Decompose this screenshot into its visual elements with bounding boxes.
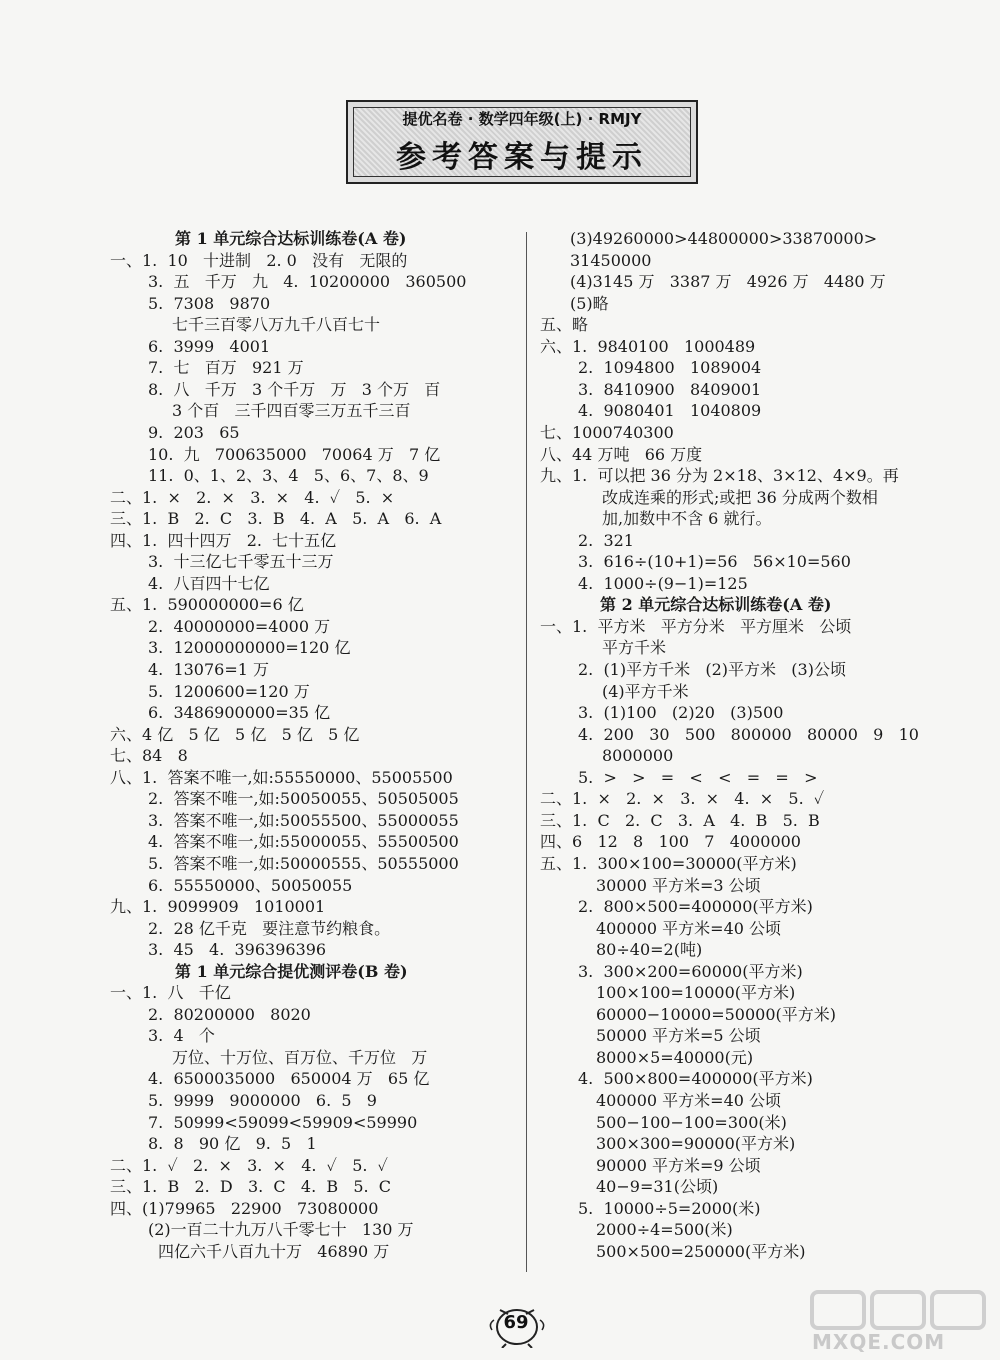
answer-line: 八、1. 答案不唯一,如:55550000、55005500	[110, 767, 453, 787]
answer-line: 万位、十万位、百万位、千万位 万	[172, 1047, 428, 1067]
answer-line: 3. (1)100 (2)20 (3)500	[578, 703, 784, 723]
answer-line: 2. 80200000 8020	[148, 1004, 311, 1024]
answer-line: 3. 十三亿七千零五十三万	[148, 552, 334, 572]
answer-line: 9. 203 65	[148, 422, 240, 442]
answer-line: (4)3145 万 3387 万 4926 万 4480 万	[570, 272, 886, 292]
answer-line: 改成连乘的形式;或把 36 分成两个数相	[602, 487, 878, 507]
answer-line: 2. 28 亿千克 要注意节约粮食。	[148, 918, 391, 938]
answer-line: 5. 1200600=120 万	[148, 681, 310, 701]
answer-line: 4. 1000÷(9−1)=125	[578, 573, 748, 593]
answer-line: 50000 平方米=5 公顷	[596, 1026, 761, 1046]
answer-line: 3. 12000000000=120 亿	[148, 638, 351, 658]
answer-line: 八、44 万吨 66 万度	[540, 444, 703, 464]
answer-line: 七千三百零八万九千八百七十	[172, 315, 381, 335]
answer-line: 2. 800×500=400000(平方米)	[578, 897, 813, 917]
answer-line: 九、1. 可以把 36 分为 2×18、3×12、4×9。再	[540, 466, 899, 486]
answer-line: 4. 13076=1 万	[148, 660, 270, 679]
answer-line: (4)平方千米	[602, 681, 689, 701]
answer-line: 30000 平方米=3 公顷	[596, 875, 761, 895]
answer-line: 80÷40=2(吨)	[596, 940, 703, 960]
answer-line: 加,加数中不含 6 就行。	[602, 509, 772, 529]
header-subtitle: 提优名卷 · 数学四年级(上) · RMJY	[402, 110, 642, 128]
answer-line: 500−100−100=300(米)	[596, 1112, 787, 1132]
answer-line: 7. 50999<59099<59909<59990	[148, 1112, 418, 1132]
watermark-text: MXQE.COM	[812, 1330, 946, 1354]
answer-line: 九、1. 9099909 1010001	[110, 897, 326, 917]
header-box	[346, 100, 698, 184]
answer-line: 4. 500×800=400000(平方米)	[578, 1069, 813, 1089]
column-divider	[526, 232, 527, 1272]
answer-line: 60000−10000=50000(平方米)	[596, 1004, 836, 1024]
answer-line: 400000 平方米=40 公顷	[596, 1091, 782, 1110]
answer-line: 4. 答案不唯一,如:55000055、55500500	[148, 832, 459, 852]
answer-line: 五、1. 300×100=30000(平方米)	[540, 853, 797, 873]
answer-line: 六、1. 9840100 1000489	[540, 336, 756, 356]
answer-line: 2. 40000000=4000 万	[148, 616, 331, 636]
answer-line: (2)一百二十九万八千零七十 130 万	[148, 1220, 414, 1240]
answer-line: 5. 9999 9000000 6. 5 9	[148, 1091, 377, 1110]
answer-line: 8. 8 90 亿 9. 5 1	[148, 1134, 317, 1154]
answer-line: 四亿六千八百九十万 46890 万	[158, 1241, 390, 1261]
answer-line: 5. > > = < < = = >	[578, 767, 818, 787]
answer-line: 二、1. ✓ 2. × 3. × 4. ✓ 5. ✓	[110, 1155, 388, 1175]
answer-line: 8. 八 千万 3 个千万 万 3 个万 百	[148, 379, 441, 399]
answer-line: 3. 45 4. 396396396	[148, 940, 327, 960]
answer-line: 8000×5=40000(元)	[596, 1047, 754, 1067]
section-heading: 第 1 单元综合达标训练卷(A 卷)	[175, 229, 407, 248]
answer-line: 二、1. × 2. × 3. × 4. × 5. ✓	[540, 789, 825, 809]
answer-line: 8000000	[602, 746, 674, 766]
answer-line: 3. 答案不唯一,如:50055500、55000055	[148, 810, 459, 830]
answer-line: 2. 321	[578, 530, 634, 550]
page-number: 69	[503, 1312, 529, 1333]
answer-line: 40−9=31(公顷)	[596, 1177, 719, 1197]
answer-line: 3. 五 千万 九 4. 10200000 360500	[148, 272, 467, 292]
answer-line: 5. 7308 9870	[148, 293, 271, 313]
answer-line: 3. 300×200=60000(平方米)	[578, 961, 803, 981]
answer-line: 7. 七 百万 921 万	[148, 358, 304, 378]
answer-line: 四、6 12 8 100 7 4000000	[540, 832, 801, 852]
answer-line: 2. (1)平方千米 (2)平方米 (3)公顷	[578, 660, 846, 679]
answer-line: 一、1. 八 千亿	[110, 983, 231, 1003]
answer-line: 2. 答案不唯一,如:50050055、50505005	[148, 789, 459, 809]
answer-line: (5)略	[570, 293, 609, 313]
answer-line: 三、1. B 2. C 3. B 4. A 5. A 6. A	[110, 509, 442, 529]
answer-line: 三、1. C 2. C 3. A 4. B 5. B	[540, 810, 820, 830]
answer-line: 七、84 8	[110, 746, 188, 766]
answer-line: 5. 10000÷5=2000(米)	[578, 1198, 761, 1218]
answer-line: 4. 八百四十七亿	[148, 573, 270, 593]
answer-line: 90000 平方米=9 公顷	[596, 1155, 761, 1175]
answer-line: 500×500=250000(平方米)	[596, 1241, 806, 1261]
answer-line: 四、1. 四十四万 2. 七十五亿	[110, 530, 337, 550]
answer-line: 4. 6500035000 650004 万 65 亿	[148, 1069, 430, 1089]
answer-line: 七、1000740300	[540, 422, 674, 442]
answer-line: 10. 九 700635000 70064 万 7 亿	[148, 444, 441, 464]
answer-line: 31450000	[570, 250, 652, 270]
answer-line: 3. 8410900 8409001	[578, 379, 762, 399]
answer-line: (3)49260000>44800000>33870000>	[570, 229, 878, 248]
answer-line: 3. 4 个	[148, 1026, 215, 1046]
answer-line: 三、1. B 2. D 3. C 4. B 5. C	[110, 1177, 392, 1197]
answer-line: 400000 平方米=40 公顷	[596, 918, 782, 938]
answer-line: 平方千米	[602, 638, 667, 658]
answer-line: 五、略	[540, 315, 589, 335]
answer-line: 一、1. 10 十进制 2. 0 没有 无限的	[110, 250, 408, 270]
answer-line: 六、4 亿 5 亿 5 亿 5 亿 5 亿	[110, 724, 360, 744]
answer-line: 100×100=10000(平方米)	[596, 983, 796, 1003]
answer-line: 11. 0、1、2、3、4 5、6、7、8、9	[148, 466, 429, 486]
answer-line: 5. 答案不唯一,如:50000555、50555000	[148, 853, 459, 873]
answer-line: 3. 616÷(10+1)=56 56×10=560	[578, 552, 851, 572]
answer-line: 2. 1094800 1089004	[578, 358, 762, 378]
answer-line: 2000÷4=500(米)	[596, 1220, 733, 1240]
answer-line: 四、(1)79965 22900 73080000	[110, 1198, 379, 1218]
answer-line: 五、1. 590000000=6 亿	[110, 595, 304, 615]
answer-line: 4. 9080401 1040809	[578, 401, 762, 421]
header-title: 参考答案与提示	[396, 140, 648, 175]
answer-line: 6. 55550000、50050055	[148, 875, 353, 895]
answer-line: 6. 3486900000=35 亿	[148, 703, 331, 723]
answer-line: 3 个百 三千四百零三万五千三百	[172, 401, 411, 421]
answer-line: 一、1. 平方米 平方分米 平方厘米 公顷	[540, 616, 852, 636]
answer-line: 4. 200 30 500 800000 80000 9 10	[578, 724, 919, 744]
answer-line: 6. 3999 4001	[148, 336, 271, 356]
section-heading: 第 1 单元综合提优测评卷(B 卷)	[175, 961, 408, 981]
answer-line: 二、1. × 2. × 3. × 4. ✓ 5. ×	[110, 487, 395, 507]
section-heading: 第 2 单元综合达标训练卷(A 卷)	[600, 595, 832, 615]
answer-line: 300×300=90000(平方米)	[596, 1134, 796, 1154]
